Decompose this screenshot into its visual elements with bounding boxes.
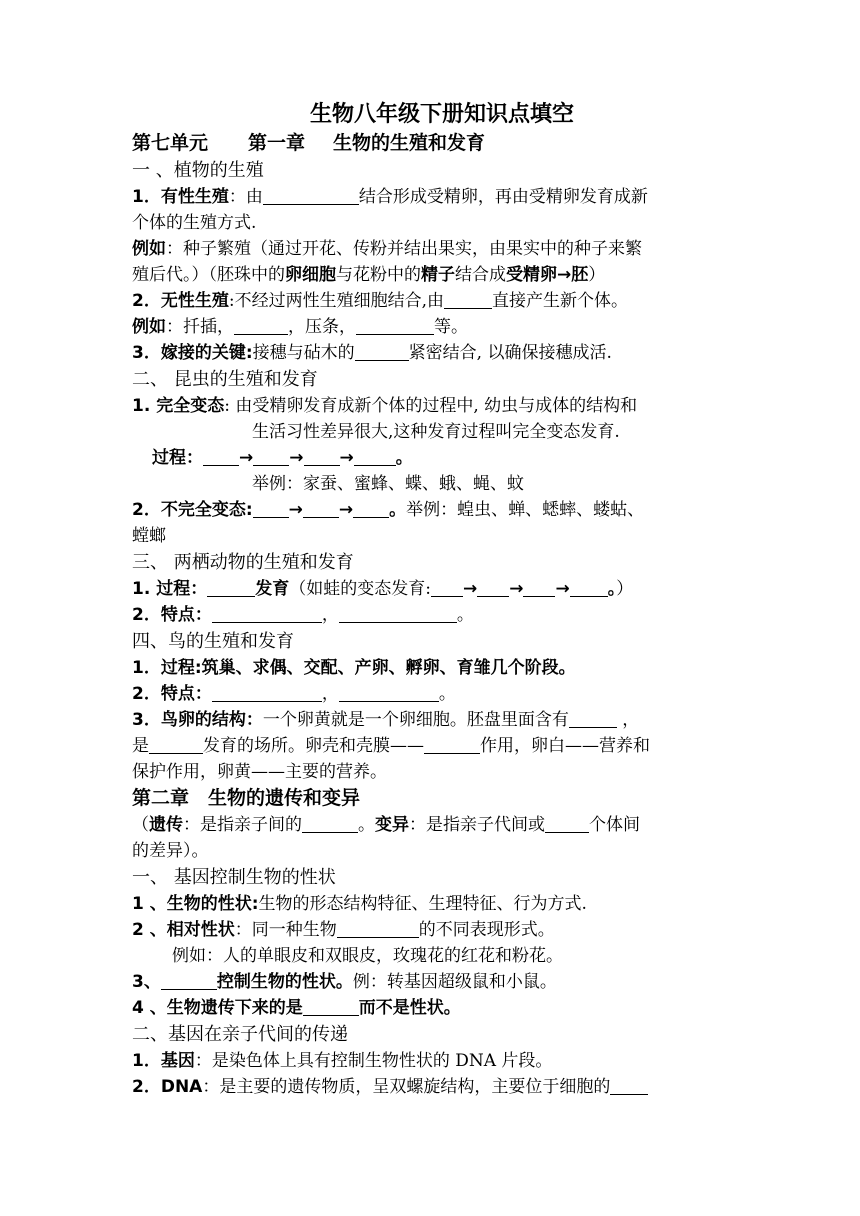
text: ， — [321, 684, 339, 704]
term-label: 2．无性生殖 — [132, 291, 229, 311]
text: ：由 — [228, 187, 263, 207]
term-label: 2．特点： — [132, 605, 212, 625]
fill-blank[interactable] — [149, 735, 203, 754]
heredity-definition-line — [132, 812, 732, 838]
term-label: 1．基因 — [132, 1051, 195, 1071]
bold-term: 卵细胞 — [285, 265, 336, 285]
text: ，压条， — [288, 317, 356, 337]
text: : 由受精卵发育成新个体的过程中, 幼虫与成体的结构和 — [224, 396, 638, 416]
gene-definition-line — [132, 1048, 732, 1074]
fill-blank[interactable] — [444, 290, 492, 309]
unit-heading — [132, 130, 732, 157]
text: 等。 — [434, 317, 468, 337]
fill-blank[interactable] — [212, 683, 322, 702]
term-label: 1 、生物的性状: — [132, 894, 259, 914]
process-label: 过程： — [152, 448, 203, 468]
grafting-line — [132, 340, 732, 366]
fill-blank[interactable] — [339, 683, 439, 702]
bold-term: 控制生物的性状。 — [216, 972, 353, 992]
chapter-2-heading: 第二章 生物的遗传和变异 — [132, 787, 361, 809]
term-label: 变异 — [375, 815, 409, 835]
period: 。 — [389, 500, 407, 520]
fill-blank[interactable] — [302, 814, 358, 833]
arrow: → — [555, 579, 570, 599]
text: 4 、生物遗传下来的是 — [132, 998, 303, 1018]
fill-blank[interactable] — [234, 316, 288, 335]
fill-blank[interactable] — [212, 604, 322, 623]
term-label: 1. 过程： — [132, 579, 208, 599]
text: 是 — [132, 736, 149, 756]
fill-blank[interactable] — [203, 447, 239, 466]
egg-structure-line — [132, 707, 732, 733]
bold-term: 精子 — [421, 265, 455, 285]
term-label: 3．嫁接的关键: — [132, 343, 253, 363]
text: （如蛙的变态发育: — [289, 579, 431, 599]
text: 接穗与砧木的 — [252, 343, 355, 363]
fill-blank[interactable] — [353, 499, 389, 518]
text: 。 — [438, 684, 456, 704]
example-line-3 — [132, 314, 732, 340]
page-title: 生物八年级下册知识点填空 — [309, 102, 574, 127]
text: 的不同表现形式。 — [418, 920, 555, 940]
document-page — [132, 100, 732, 1100]
bold-term: 受精卵→胚 — [506, 265, 589, 285]
text: （ — [132, 815, 149, 835]
text: 。 — [456, 605, 474, 625]
text: ， — [321, 605, 339, 625]
arrow: → — [509, 579, 524, 599]
dna-definition-line — [132, 1074, 732, 1100]
text: ：是指亲子间的 — [183, 815, 302, 835]
fill-blank[interactable] — [610, 1076, 648, 1095]
text: 而不是性状。 — [358, 998, 461, 1018]
fill-blank[interactable] — [424, 735, 480, 754]
process-line — [132, 445, 732, 471]
egg-structure-line-3: 保护作用，卵黄——主要的营养。 — [132, 762, 387, 782]
text: 紧密结合, 以确保接穗成活. — [408, 343, 612, 363]
amphibian-feature-line — [132, 602, 732, 628]
process-example-line: 举例：家蚕、蜜蜂、蝶、蛾、蝇、蚊 — [252, 474, 524, 494]
text: :不经过两性生殖细胞结合,由 — [228, 291, 444, 311]
text: 发育的场所。卵壳和壳膜—— — [203, 736, 424, 756]
term-label: 遗传 — [149, 815, 183, 835]
text: ：是指亲子代间或 — [409, 815, 545, 835]
term-label: 1. 完全变态 — [132, 396, 225, 416]
text: 殖后代。）（胚珠中的 — [132, 265, 285, 285]
arrow: → — [339, 448, 354, 468]
bird-feature-line — [132, 681, 732, 707]
fill-blank[interactable] — [355, 342, 409, 361]
text: 结合成 — [455, 265, 506, 285]
relative-trait-line — [132, 917, 732, 943]
text: 个体间 — [589, 815, 640, 835]
fill-blank[interactable] — [354, 447, 396, 466]
fill-blank[interactable] — [161, 971, 217, 990]
arrow: → — [338, 500, 354, 520]
text: 例：转基因超级鼠和小鼠。 — [352, 972, 557, 992]
text: ） — [616, 579, 634, 599]
text: ：是染色体上具有控制生物性状的 DNA 片段。 — [194, 1051, 553, 1071]
term-label: 3、 — [132, 972, 161, 992]
section-heading-insect: 二、 昆虫的生殖和发育 — [132, 369, 318, 390]
fill-blank[interactable] — [569, 709, 617, 728]
text: 结合形成受精卵，再由受精卵发育成新 — [358, 187, 648, 207]
fill-blank[interactable] — [545, 814, 589, 833]
incomplete-metamorphosis-line — [132, 497, 732, 523]
term-label: 2．特点： — [132, 684, 212, 704]
fill-blank[interactable] — [356, 316, 434, 335]
fill-blank[interactable] — [253, 499, 289, 518]
fill-blank[interactable] — [477, 578, 509, 597]
section-heading-plant: 一 、植物的生殖 — [132, 160, 264, 181]
text: ：扦插， — [166, 317, 234, 337]
fill-blank[interactable] — [304, 447, 340, 466]
egg-structure-line-2 — [132, 733, 732, 759]
text: 一个卵黄就是一个卵细胞。胚盘里面含有 — [262, 710, 569, 730]
example-label: 例如 — [132, 239, 166, 259]
example-label: 例如 — [132, 317, 166, 337]
heredity-definition-line-2: 的差异）。 — [132, 841, 209, 861]
chapter-label: 第一章 — [248, 132, 306, 154]
chapter-name: 生物的生殖和发育 — [333, 132, 486, 154]
unit-label: 第七单元 — [132, 132, 209, 154]
sexual-reproduction-line — [132, 184, 732, 210]
amphibian-process-line — [132, 576, 732, 602]
trait-line — [132, 891, 732, 917]
example-line — [132, 236, 732, 262]
fill-blank[interactable] — [431, 578, 463, 597]
fill-blank[interactable] — [303, 499, 339, 518]
text: ：同一种生物 — [234, 920, 337, 940]
example-line-2 — [132, 262, 732, 288]
arrow: → — [462, 579, 478, 599]
text: 作用，卵白——营养和 — [480, 736, 650, 756]
text: 生物的形态结构特征、生理特征、行为方式. — [258, 894, 587, 914]
term-label: 2 、相对性状 — [132, 920, 235, 940]
gene-control-line — [132, 969, 732, 995]
period: 。 — [395, 448, 413, 468]
complete-metamorphosis-line — [132, 393, 732, 419]
asexual-reproduction-line — [132, 288, 732, 314]
section-heading-gene-transfer: 二、基因在亲子代间的传递 — [132, 1024, 348, 1045]
text: ， — [616, 710, 640, 730]
fill-blank[interactable] — [523, 578, 555, 597]
period: 。 — [607, 579, 617, 599]
fill-blank[interactable] — [337, 919, 419, 938]
arrow: → — [239, 448, 254, 468]
section-heading-amphibian: 三、 两栖动物的生殖和发育 — [132, 552, 354, 573]
text: 直接产生新个体。 — [491, 291, 628, 311]
fill-blank[interactable] — [339, 604, 457, 623]
term-label: 3．鸟卵的结构： — [132, 710, 263, 730]
sexual-reproduction-line-2: 个体的生殖方式. — [132, 213, 257, 233]
fill-blank[interactable] — [570, 578, 608, 597]
text: 。 — [358, 815, 375, 835]
term-label: 2．DNA — [132, 1077, 203, 1097]
fill-blank[interactable] — [303, 997, 359, 1016]
section-heading-gene-trait: 一、 基因控制生物的性状 — [132, 867, 336, 888]
text: 与花粉中的 — [336, 265, 421, 285]
text: 举例：蝗虫、蝉、蟋蟀、蝼蛄、 — [406, 500, 645, 520]
fill-blank[interactable] — [207, 578, 255, 597]
fill-blank[interactable] — [253, 447, 289, 466]
arrow: → — [288, 500, 303, 520]
term-label: 2．不完全变态: — [132, 500, 253, 520]
text: ：是主要的遗传物质，呈双螺旋结构，主要位于细胞的 — [202, 1077, 611, 1097]
text: ：种子繁殖（通过开花、传粉并结出果实，由果实中的种子来繁 — [166, 239, 642, 259]
inheritance-line — [132, 995, 732, 1021]
arrow: → — [289, 448, 304, 468]
complete-metamorphosis-line-2: 生活习性差异很大,这种发育过程叫完全变态发育. — [252, 422, 620, 442]
term-label: 1．有性生殖 — [132, 187, 229, 207]
bold-term: 发育 — [255, 579, 290, 599]
text: ） — [588, 265, 606, 285]
fill-blank[interactable] — [263, 186, 359, 205]
bird-process-line: 1．过程:筑巢、求偶、交配、产卵、孵卵、育雏几个阶段。 — [132, 658, 576, 678]
incomplete-metamorphosis-line-2: 螳螂 — [132, 526, 166, 546]
relative-trait-example: 例如：人的单眼皮和双眼皮，玫瑰花的红花和粉花。 — [172, 946, 563, 966]
section-heading-bird: 四、鸟的生殖和发育 — [132, 631, 294, 652]
